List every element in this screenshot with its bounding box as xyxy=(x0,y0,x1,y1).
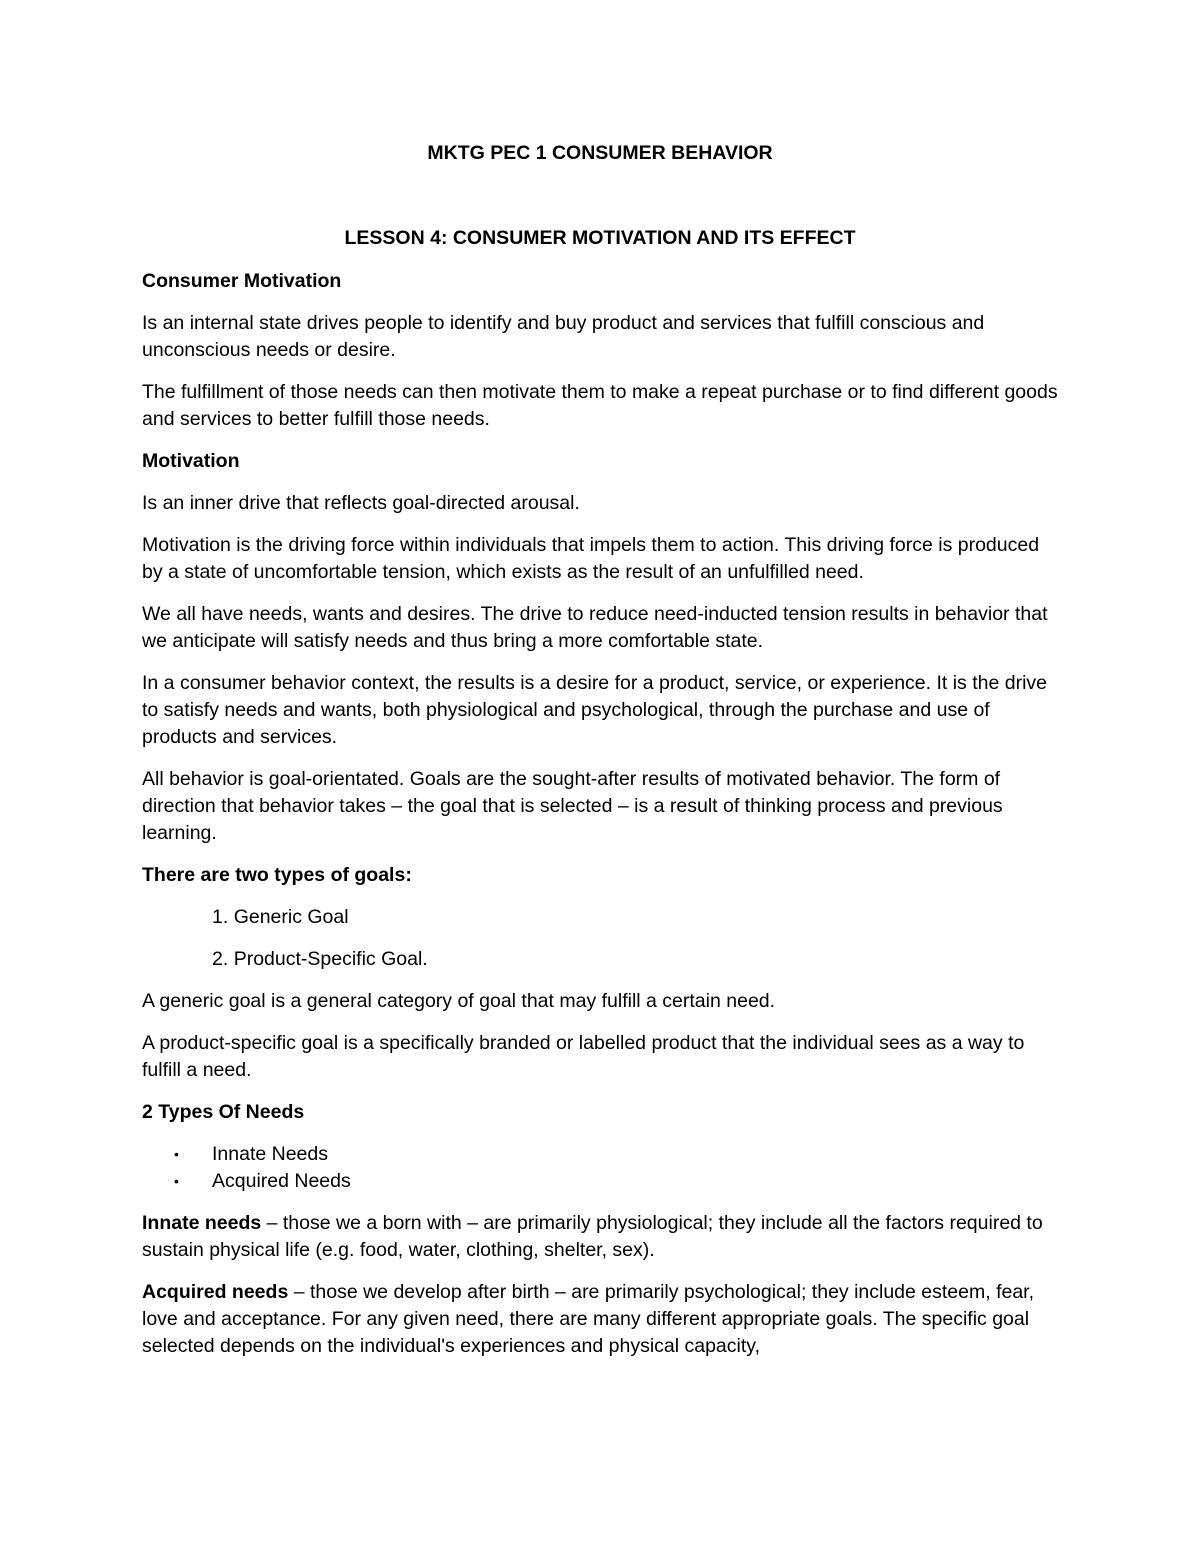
list-number: 2. xyxy=(212,948,229,970)
product-specific-goal-paragraph: A product-specific goal is a specifically branded or labelled product that the individual sees as a way to fulfill a need. xyxy=(142,1032,1025,1081)
list-item-label: Generic Goal xyxy=(233,906,349,928)
goal-list-item xyxy=(142,946,1062,973)
motivation-paragraph-4: In a consumer behavior context, the results is a desire for a product, service, or experience. It is the drive to satisfy needs and wants, both physiological and psychological, through the purchase and use of products and services. xyxy=(142,672,1048,748)
generic-goal-paragraph: A generic goal is a general category of goal that may fulfill a certain need. xyxy=(142,990,776,1012)
innate-needs-paragraph xyxy=(142,1210,1062,1264)
list-item-label: Product-Specific Goal. xyxy=(233,948,428,970)
motivation-paragraph-1: Is an inner drive that reflects goal-directed arousal. xyxy=(142,492,580,514)
motivation-paragraph-3: We all have needs, wants and desires. The drive to reduce need-inducted tension results in behavior that we anticipate will satisfy needs and thus bring a more comfortable state. xyxy=(142,603,1048,652)
lesson-title: LESSON 4: CONSUMER MOTIVATION AND ITS EFFECT xyxy=(344,227,856,249)
goals-heading: There are two types of goals: xyxy=(142,864,412,886)
bullet-icon: • xyxy=(174,1146,179,1162)
acquired-needs-paragraph xyxy=(142,1279,1062,1360)
list-item xyxy=(142,1168,1062,1195)
needs-heading: 2 Types Of Needs xyxy=(142,1101,305,1123)
innate-needs-text: – those we a born with – are primarily physiological; they include all the factors required to sustain physical life (e.g. food, water, clothing, shelter, sex). xyxy=(142,1212,1043,1261)
innate-needs-term: Innate needs xyxy=(142,1212,262,1234)
acquired-needs-text: – those we develop after birth – are primarily psychological; they include esteem, fear, love and acceptance. For any given need, there are many different appropriate goals. The specific goal selected depends on the individual's experiences and physical capacity, xyxy=(142,1281,1035,1357)
list-item-label: Innate Needs xyxy=(212,1143,329,1165)
consumer-motivation-heading: Consumer Motivation xyxy=(142,270,342,292)
needs-list xyxy=(142,1141,1062,1195)
list-item-label: Acquired Needs xyxy=(212,1170,351,1192)
goal-list-item xyxy=(142,904,1062,931)
list-number: 1. xyxy=(212,906,229,928)
bullet-icon: • xyxy=(174,1173,179,1189)
motivation-heading: Motivation xyxy=(142,450,240,472)
list-item xyxy=(142,1141,1062,1168)
consumer-motivation-paragraph-1: Is an internal state drives people to identify and buy product and services that fulfill conscious and unconscious needs or desire. xyxy=(142,312,985,361)
acquired-needs-term: Acquired needs xyxy=(142,1281,289,1303)
motivation-paragraph-5: All behavior is goal-orientated. Goals are the sought-after results of motivated behavior. The form of direction that behavior takes – the goal that is selected – is a result of thinking process and previous learning. xyxy=(142,768,1003,844)
document-title: MKTG PEC 1 CONSUMER BEHAVIOR xyxy=(427,142,773,164)
consumer-motivation-paragraph-2: The fulfillment of those needs can then motivate them to make a repeat purchase or to find different goods and services to better fulfill those needs. xyxy=(142,381,1058,430)
motivation-paragraph-2: Motivation is the driving force within individuals that impels them to action. This driving force is produced by a state of uncomfortable tension, which exists as the result of an unfulfilled need. xyxy=(142,534,1040,583)
document-body xyxy=(142,268,1062,1375)
